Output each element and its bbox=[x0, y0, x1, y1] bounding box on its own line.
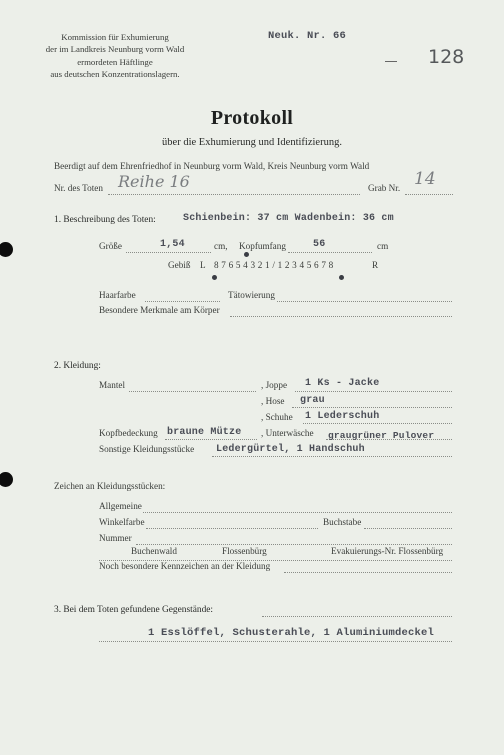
section-3-line bbox=[262, 616, 452, 617]
kopfbedeckung-label: Kopfbedeckung bbox=[99, 428, 158, 438]
kopfumfang-line bbox=[288, 252, 372, 253]
kopfbedeckung-line bbox=[165, 439, 257, 440]
gebiss-digits: 8 7 6 5 4 3 2 1 / 1 2 3 4 5 6 7 8 bbox=[214, 260, 334, 270]
evakuierungs-label: Evakuierungs-Nr. Flossenbürg bbox=[331, 546, 444, 556]
nr-des-toten-value: Reihe 16 bbox=[118, 172, 190, 191]
buchstabe-label: Buchstabe bbox=[323, 517, 362, 527]
kopfumfang-label: Kopfumfang bbox=[239, 241, 286, 251]
punch-hole-top bbox=[0, 242, 13, 257]
groesse-unit: cm, bbox=[214, 241, 228, 251]
punch-hole-bottom bbox=[0, 472, 13, 487]
mantel-label: Mantel bbox=[99, 380, 126, 390]
haarfarbe-line bbox=[145, 301, 220, 302]
unterwaesche-value: graugrüner Pulover bbox=[328, 430, 435, 441]
nummer-line bbox=[136, 544, 452, 545]
hose-label: , Hose bbox=[261, 396, 285, 406]
kennzeichen-label: Noch besondere Kennzeichen an der Kleidung bbox=[99, 561, 271, 571]
reference-number: Neuk. Nr. 66 bbox=[268, 30, 347, 42]
section-3-heading: 3. Bei dem Toten gefundene Gegenstände: bbox=[54, 605, 214, 615]
organization-block bbox=[40, 31, 190, 80]
unterwaesche-label: , Unterwäsche bbox=[261, 428, 314, 438]
tooth-mark-icon bbox=[212, 275, 217, 280]
grab-nr-line bbox=[405, 194, 453, 195]
kopfumfang-value: 56 bbox=[313, 239, 326, 250]
sonstige-line bbox=[212, 456, 452, 457]
nr-des-toten-line bbox=[108, 194, 360, 195]
schuhe-line bbox=[303, 423, 452, 424]
groesse-label: Größe bbox=[99, 241, 122, 251]
document-title: Protokoll bbox=[210, 107, 294, 129]
section-1-heading: 1. Beschreibung des Toten: bbox=[54, 215, 156, 225]
winkelfarbe-label: Winkelfarbe bbox=[99, 517, 145, 527]
gebiss-label: Gebiß bbox=[168, 260, 191, 270]
document-subtitle: über die Exhumierung und Identifizierung. bbox=[162, 137, 342, 148]
merkmale-label: Besondere Merkmale am Körper bbox=[99, 305, 220, 315]
groesse-value: 1,54 bbox=[160, 239, 185, 250]
buchenwald-label: Buchenwald bbox=[131, 546, 177, 556]
grab-nr-value: 14 bbox=[414, 169, 436, 189]
found-items-value: 1 Esslöffel, Schusterahle, 1 Aluminiumdeckel bbox=[148, 627, 435, 639]
merkmale-line bbox=[230, 316, 452, 317]
grab-nr-label: Grab Nr. bbox=[368, 183, 401, 193]
page-number-dash bbox=[385, 61, 397, 62]
sonstige-label: Sonstige Kleidungsstücke bbox=[99, 444, 195, 454]
section-2-heading: 2. Kleidung: bbox=[54, 361, 101, 371]
tooth-mark-icon bbox=[339, 275, 344, 280]
kennzeichen-line bbox=[284, 572, 452, 573]
allgemeine-line bbox=[143, 512, 452, 513]
sonstige-value: Ledergürtel, 1 Handschuh bbox=[216, 444, 365, 455]
org-line: aus deutschen Konzentrationslagern. bbox=[50, 68, 180, 79]
hose-value: grau bbox=[300, 395, 325, 406]
taetowierung-label: Tätowierung bbox=[228, 290, 275, 300]
found-items-line bbox=[99, 641, 452, 642]
haarfarbe-label: Haarfarbe bbox=[99, 290, 136, 300]
zeichen-heading: Zeichen an Kleidungsstücken: bbox=[54, 481, 166, 491]
gebiss-left: L bbox=[200, 260, 206, 270]
joppe-label: , Joppe bbox=[261, 380, 288, 390]
org-line: ermordeten Häftlinge bbox=[77, 56, 153, 67]
groesse-line bbox=[126, 252, 211, 253]
buchstabe-line bbox=[364, 528, 452, 529]
schuhe-value: 1 Lederschuh bbox=[305, 411, 380, 422]
nr-des-toten-label: Nr. des Toten bbox=[54, 183, 103, 193]
taetowierung-line bbox=[277, 301, 452, 302]
joppe-value: 1 Ks - Jacke bbox=[305, 378, 380, 389]
gebiss-right: R bbox=[372, 260, 379, 270]
winkelfarbe-line bbox=[146, 528, 318, 529]
joppe-line bbox=[295, 391, 452, 392]
nummer-label: Nummer bbox=[99, 533, 132, 543]
allgemeine-label: Allgemeine bbox=[99, 501, 142, 511]
flossenbuerg-label: Flossenbürg bbox=[222, 546, 267, 556]
burial-location-text: Beerdigt auf dem Ehrenfriedhof in Neunburg vorm Wald, Kreis Neunburg vorm Wald bbox=[54, 161, 370, 171]
schienbein-value: Schienbein: 37 cm Wadenbein: 36 cm bbox=[183, 213, 394, 224]
org-line: Kommission für Exhumierung bbox=[61, 32, 169, 42]
kopfumfang-unit: cm bbox=[377, 241, 389, 251]
page-number: 128 bbox=[428, 46, 465, 68]
schuhe-label: , Schuhe bbox=[261, 412, 293, 422]
org-line: der im Landkreis Neunburg vorm Wald bbox=[45, 44, 185, 55]
mantel-line bbox=[129, 391, 256, 392]
kopfbedeckung-value: braune Mütze bbox=[167, 427, 242, 438]
tooth-mark-icon bbox=[244, 252, 249, 257]
hose-line bbox=[292, 407, 452, 408]
